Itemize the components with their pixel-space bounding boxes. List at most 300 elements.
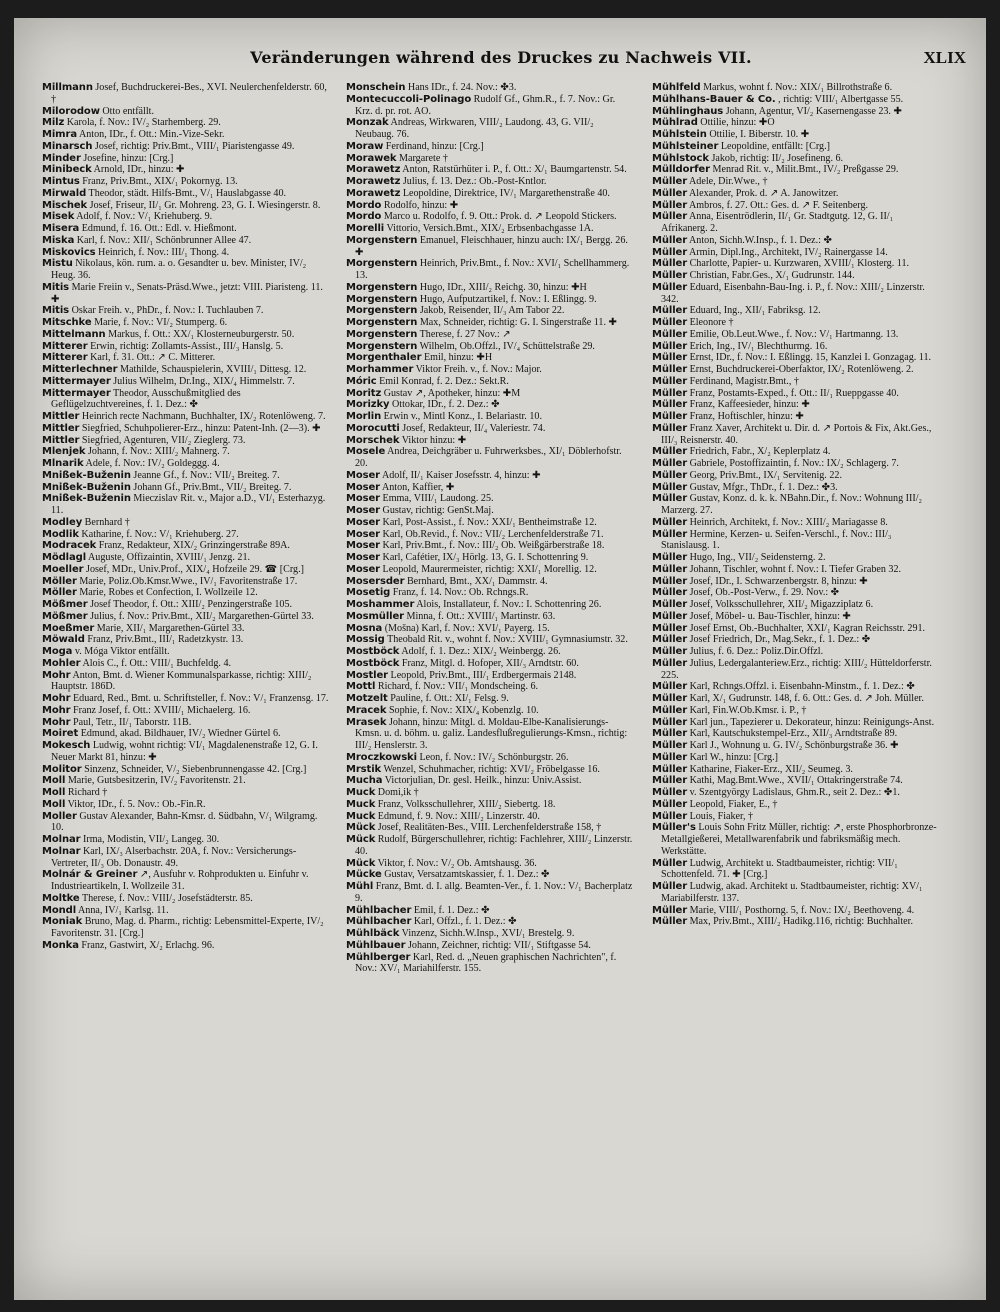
directory-entry: [652, 117, 940, 129]
entry-surname: Mosersder: [346, 575, 405, 587]
entry-details: Franz, f. 14. Nov.: Ob. Rchngs.R.: [392, 587, 529, 599]
directory-entry: [346, 352, 634, 364]
entry-details: Siegfried, Schuhpolierer-Erz., hinzu: Patent-Inh. (2—3). ✚: [81, 422, 321, 434]
entry-details: v. Szentgyörgy Ladislaus, Ghm.R., seit 2. Dez.: ✤1.: [689, 787, 900, 798]
entry-details: Edmund, f. 9. Nov.: XIII/₂ Linzerstr. 40.: [377, 810, 540, 822]
entry-details: Johann, Agentur, VI/₂ Kasernengasse 23. ✚: [725, 105, 902, 117]
entry-surname: Mosele: [346, 446, 386, 458]
entry-surname: Mordo: [346, 199, 382, 211]
directory-entry: [652, 423, 940, 447]
entry-details: Armin, Dipl.Ing., Architekt, IV/₂ Rainergasse 14.: [689, 246, 888, 258]
entry-surname: Molnár & Greiner: [42, 869, 138, 881]
directory-entry: [652, 458, 940, 470]
entry-details: Auguste, Offizaintin, XVIII/₁ Jenzg. 21.: [88, 552, 251, 563]
entry-details: Gustav ↗, Apotheker, hinzu: ✚M: [383, 387, 521, 399]
directory-entry: [42, 587, 330, 599]
entry-surname: Morgenstern: [346, 328, 418, 340]
directory-entry: [652, 529, 940, 553]
entry-surname: Mitschke: [42, 317, 92, 328]
directory-entry: [652, 764, 940, 776]
directory-entry: [42, 775, 330, 787]
entry-surname: Mordo: [346, 211, 382, 223]
entry-surname: Müller: [652, 810, 688, 822]
directory-entry: [652, 822, 940, 857]
entry-details: Josef, Ob.-Post-Verw., f. 29. Nov.: ✤: [689, 587, 840, 599]
entry-details: Richard, f. Nov.: VII/₁ Mondscheing. 6.: [377, 681, 539, 693]
entry-surname: Mottl: [346, 681, 376, 693]
directory-entry: [346, 576, 634, 588]
entry-details: Nikolaus, kön. rum. a. o. Gesandter u. bev. Minister, IV/₂ Heug. 36.: [51, 258, 307, 281]
entry-surname: Müller: [652, 305, 688, 317]
directory-entry: [346, 223, 634, 235]
entry-details: Wenzel, Schuhmacher, richtig: XVI/₂ Fröbelgasse 16.: [383, 763, 600, 775]
entry-surname: Mück: [346, 857, 376, 869]
directory-entry: [42, 599, 330, 611]
entry-details: Alois C., f. Ott.: VIII/₁ Buchfeldg. 4.: [82, 657, 232, 669]
entry-details: Mieczislav Rit. v., Major a.D., VI/₁ Esterhazyg. 11.: [51, 493, 326, 516]
entry-surname: Müller: [652, 317, 688, 328]
entry-surname: Mück: [346, 834, 376, 845]
entry-surname: Müller's: [652, 822, 696, 834]
entry-details: Katharine, Fiaker-Erz., XII/₂ Seumeg. 3.: [689, 763, 853, 775]
entry-surname: Morhammer: [346, 364, 414, 375]
entry-surname: Mimra: [42, 129, 77, 140]
entry-surname: Mracek: [346, 704, 387, 716]
entry-details: Pauline, f. Ott.: XI/₁ Felsg. 9.: [390, 693, 509, 704]
entry-surname: Morschek: [346, 434, 400, 446]
entry-details: Julius, f. 13. Dez.: Ob.-Post-Kntlor.: [402, 176, 547, 187]
directory-entry: [346, 435, 634, 447]
entry-surname: Mintus: [42, 176, 80, 187]
entry-surname: Moser: [346, 493, 380, 505]
directory-entry: [346, 258, 634, 282]
directory-entry: [346, 916, 634, 928]
directory-entry: [42, 164, 330, 176]
directory-entry: [652, 258, 940, 270]
entry-details: Ottilie, hinzu: ✚O: [700, 117, 775, 129]
entry-details: Adele, f. Nov.: IV/₂ Goldeggg. 4.: [85, 458, 220, 469]
entry-details: Ambros, f. 27. Ott.: Ges. d. ↗ F. Seitenberg.: [689, 199, 869, 211]
directory-entry: [42, 834, 330, 846]
entry-surname: Müller: [652, 399, 688, 411]
directory-entry: [42, 82, 330, 106]
entry-surname: Mischek: [42, 199, 88, 211]
entry-surname: Mittermayer: [42, 387, 111, 399]
directory-entry: [346, 799, 634, 811]
entry-details: Jakob, richtig: II/₂ Josefineng. 6.: [711, 152, 844, 164]
directory-entry: [42, 282, 330, 306]
directory-entry: [346, 634, 634, 646]
entry-surname: Moser: [346, 528, 380, 540]
directory-entry: [652, 587, 940, 599]
entry-details: Charlotte, Papier- u. Kurzwaren, XVIII/₁ Klosterg. 11.: [689, 258, 910, 270]
directory-entry: [346, 505, 634, 517]
entry-surname: Möller: [42, 587, 77, 599]
entry-surname: Müller: [652, 187, 688, 199]
entry-details: Anton, Kaffier, ✚: [381, 481, 455, 493]
entry-surname: Müller: [652, 211, 688, 223]
entry-details: Ferdinand, hinzu: [Crg.]: [385, 140, 484, 152]
entry-surname: Moeller: [42, 563, 84, 575]
entry-details: Josef, richtig: Priv.Bmt., VIII/₁ Piaristengasse 49.: [94, 140, 295, 152]
entry-surname: Müller: [652, 599, 688, 610]
directory-entry: [346, 681, 634, 693]
directory-entry: [42, 764, 330, 776]
entry-details: Karl, IX/₃ Alserbachstr. 20A, f. Nov.: Versicherungs-Vertreter, II/₃ Ob. Donaustr. 49.: [51, 845, 297, 869]
directory-entry: [652, 881, 940, 905]
entry-surname: Mühlfeld: [652, 82, 701, 93]
entry-surname: Müller: [652, 904, 688, 916]
entry-details: Heinrich, Architekt, f. Nov.: XIII/₂ Mariagasse 8.: [689, 516, 888, 528]
entry-details: Domi,ik †: [377, 787, 419, 798]
directory-entry: [346, 623, 634, 635]
entry-details: Karl, Rchngs.Offzl. i. Eisenbahn-Minstm., f. 1. Dez.: ✤: [689, 681, 915, 693]
entry-details: Adolf, f. 1. Dez.: XIX/₂ Weinbergg. 26.: [401, 646, 561, 657]
directory-entry: [346, 294, 634, 306]
entry-details: Oskar Freih. v., PhDr., f. Nov.: I. Tuchlauben 7.: [71, 305, 264, 317]
entry-surname: Müller: [652, 422, 688, 434]
entry-surname: Mühlstock: [652, 152, 709, 164]
entry-details: Johann, Zeichner, richtig: VII/₁ Stiftgasse 54.: [408, 939, 591, 951]
entry-surname: Müller: [652, 375, 688, 387]
entry-details: Otto entfällt.: [102, 105, 154, 117]
directory-entry: [652, 681, 940, 693]
entry-surname: Monka: [42, 939, 79, 951]
entry-details: Markus, f. Ott.: XX/₁ Klosterneuburgerstr. 50.: [108, 328, 295, 340]
entry-details: Anton, Ratstürhüter i. P., f. Ott.: X/₁ Baumgartenstr. 54.: [402, 164, 627, 176]
directory-entry: [652, 916, 940, 928]
entry-surname: Müller: [652, 516, 688, 528]
entry-surname: Morawetz: [346, 187, 401, 199]
entry-details: Christian, Fabr.Ges., X/₁ Gudrunstr. 144.: [689, 270, 855, 281]
directory-entry: [652, 470, 940, 482]
entry-surname: Mostböck: [346, 657, 400, 669]
directory-entry: [652, 446, 940, 458]
entry-details: Kathi, Mag.Bmt.Wwe., XVII/₁ Ottakringerstraße 74.: [689, 775, 903, 787]
entry-surname: Müller: [652, 493, 688, 505]
entry-surname: Müller: [652, 481, 688, 493]
entry-details: Josef, Volksschullehrer, XII/₂ Migazziplatz 6.: [689, 599, 874, 610]
directory-entry: [652, 693, 940, 705]
entry-surname: Moga: [42, 646, 73, 657]
entry-surname: Mistu: [42, 258, 73, 270]
entry-surname: Milz: [42, 117, 65, 129]
entry-surname: Mitis: [42, 305, 70, 317]
entry-details: Marie, VIII/₁ Posthorng. 5, f. Nov.: IX/₂ Beethoveng. 4.: [689, 904, 915, 916]
entry-surname: Müller: [652, 881, 688, 892]
entry-surname: Miskovics: [42, 246, 96, 258]
directory-entry: [652, 811, 940, 823]
entry-details: Alois, Installateur, f. Nov.: I. Schottenring 26.: [416, 599, 602, 610]
entry-surname: Müller: [652, 681, 688, 693]
entry-details: Gustav, richtig: GenSt.Maj.: [382, 505, 494, 516]
directory-column-2: [346, 82, 634, 1294]
entry-details: Franz, Kaffeesieder, hinzu: ✚: [689, 399, 810, 411]
entry-details: Marco u. Rodolfo, f. 9. Ott.: Prok. d. ↗ Leopold Stickers.: [383, 211, 617, 223]
directory-entry: [346, 564, 634, 576]
entry-surname: Morocutti: [346, 422, 400, 434]
entry-surname: Müller: [652, 716, 688, 728]
entry-details: Sinzenz, Schneider, V/₂ Siebenbrunnengasse 42. [Crg.]: [84, 763, 307, 775]
entry-details: Hermine, Kerzen- u. Seifen-Verschl., f. Nov.: III/₃ Stanislausg. 1.: [661, 528, 892, 552]
directory-entry: [346, 188, 634, 200]
entry-surname: Müller: [652, 328, 688, 340]
entry-details: Edmund, f. 16. Ott.: Edl. v. Hießmont.: [81, 223, 237, 234]
entry-details: Julius, f. Nov.: Priv.Bmt., XII/₂ Margarethen-Gürtel 33.: [90, 610, 314, 622]
entry-surname: Monzak: [346, 117, 389, 129]
directory-entry: [652, 164, 940, 176]
entry-details: Max, Priv.Bmt., XIII/₂ Hadikg.116, richtig: Buchhalter.: [689, 916, 913, 928]
entry-details: Josef Ernst, Ob.-Buchhalter, XXI/₁ Kagran Reichsstr. 291.: [689, 622, 926, 634]
entry-surname: Muck: [346, 810, 376, 822]
entry-surname: Mittler: [42, 422, 80, 434]
directory-entry: [346, 388, 634, 400]
directory-entry: [652, 493, 940, 517]
entry-surname: Mosna: [346, 622, 383, 634]
entry-details: Karola, f. Nov.: IV/₂ Starhemberg. 29.: [66, 117, 221, 129]
directory-entry: [652, 623, 940, 635]
entry-surname: Müller: [652, 728, 688, 740]
entry-surname: Morgenstern: [346, 317, 418, 328]
entry-surname: Müller: [652, 364, 688, 375]
entry-details: Franz, Volksschullehrer, XIII/₂ Siebertg. 18.: [377, 798, 556, 810]
entry-surname: Mucha: [346, 775, 383, 787]
directory-entry: [346, 552, 634, 564]
entry-surname: Molnar: [42, 845, 81, 857]
entry-surname: Mirwald: [42, 187, 87, 199]
directory-entry: [42, 893, 330, 905]
entry-surname: Müller: [652, 704, 688, 716]
entry-surname: Müller: [652, 775, 688, 787]
entry-surname: Morawetz: [346, 176, 401, 187]
page-number: XLIX: [923, 48, 966, 67]
entry-details: Gustav, Versatzamtskassier, f. 1. Dez.: ✤: [384, 869, 550, 881]
directory-entry: [652, 247, 940, 259]
entry-details: Minna, f. Ott.: XVIII/₁ Martinstr. 63.: [406, 610, 556, 622]
entry-surname: Mühlsteiner: [652, 140, 719, 152]
directory-entry: [652, 576, 940, 588]
directory-entry: [652, 905, 940, 917]
entry-details: Franz, Redakteur, XIX/₂ Grinzingerstraße 89A.: [98, 540, 290, 552]
directory-entry: [42, 799, 330, 811]
entry-surname: Misek: [42, 211, 75, 223]
entry-surname: Moeßmer: [42, 622, 95, 634]
entry-surname: Müller: [652, 646, 688, 657]
entry-surname: Mühl: [346, 881, 374, 892]
directory-entry: [346, 811, 634, 823]
directory-entry: [42, 517, 330, 529]
entry-details: Hugo, Aufputzartikel, f. Nov.: I. Eßlingg. 9.: [419, 293, 597, 305]
page-title: Veränderungen während des Druckes zu Nachweis VII.: [250, 48, 752, 67]
entry-details: Louis, Fiaker, †: [689, 810, 754, 822]
directory-entry: [652, 129, 940, 141]
entry-surname: Mlnarik: [42, 458, 84, 469]
directory-entry: [346, 752, 634, 764]
entry-details: Rodolfo, hinzu: ✚: [383, 199, 459, 211]
entry-details: Franz Josef, f. Ott.: XVIII/₁ Michaelerg. 16.: [73, 704, 251, 716]
entry-surname: Montecuccoli-Polinago: [346, 93, 472, 105]
directory-entry: [346, 717, 634, 752]
directory-entry: [346, 94, 634, 118]
entry-details: Heinrich, Priv.Bmt., f. Nov.: XVI/₁ Schellhammerg. 13.: [355, 258, 630, 281]
entry-details: Ottilie, I. Biberstr. 10. ✚: [709, 129, 810, 140]
directory-entry: [652, 141, 940, 153]
entry-details: Marie Freiin v., Senats-Präsd.Wwe., jetzt: VIII. Piaristeng. 11. ✚: [51, 281, 323, 305]
directory-entry: [42, 129, 330, 141]
entry-surname: Müller: [652, 352, 688, 364]
entry-details: Viktor, f. Nov.: V/₂ Ob. Amtshausg. 36.: [377, 857, 537, 869]
directory-entry: [652, 317, 940, 329]
entry-details: Johann, hinzu: Mitgl. d. Moldau-Elbe-Kanalisierungs-Kmsn. u. d. böhm. u. galiz. Landesflußregulierungs-Kmsn., richtig: III/₂ Henslerstr. 3.: [355, 716, 628, 751]
entry-surname: Müller: [652, 246, 688, 258]
entry-surname: Morgenstern: [346, 281, 418, 293]
entry-details: Emilie, Ob.Leut.Wwe., f. Nov.: V/₁ Hartmanng. 13.: [689, 328, 899, 340]
directory-entry: [42, 446, 330, 458]
entry-details: Friedrich, Fabr., X/₂ Keplerplatz 4.: [689, 446, 831, 458]
entry-surname: Mroczkowski: [346, 751, 417, 763]
entry-details: Franz, Hoftischler, hinzu: ✚: [689, 411, 804, 422]
directory-entry: [346, 952, 634, 976]
directory-entry: [42, 869, 330, 893]
directory-entry: [346, 82, 634, 94]
directory-entry: [346, 329, 634, 341]
entry-details: Viktor, IDr., f. 5. Nov.: Ob.-Fin.R.: [67, 798, 206, 810]
entry-surname: Mohr: [42, 716, 71, 728]
entry-details: Max, Schneider, richtig: G. I. Singerstraße 11. ✚: [419, 317, 617, 328]
scanned-page: [14, 18, 986, 1300]
directory-entry: [652, 599, 940, 611]
entry-details: Leopoldine, entfällt: [Crg.]: [720, 140, 830, 152]
entry-details: Josef, Friseur, II/₁ Gr. Mohreng. 23, G. I. Wiesingerstr. 8.: [89, 199, 321, 211]
entry-surname: Mosetig: [346, 587, 391, 599]
entry-surname: Mühlbacher: [346, 904, 412, 916]
entry-details: Adele, Dir.Wwe., †: [689, 176, 768, 187]
directory-entry: [346, 822, 634, 834]
entry-details: Georg, Priv.Bmt., IX/₁ Servitenig. 22.: [689, 469, 842, 481]
directory-entry: [42, 576, 330, 588]
entry-details: Heinrich, f. Nov.: III/₁ Thong. 4.: [98, 246, 230, 258]
entry-surname: Morgenstern: [346, 340, 418, 352]
directory-entry: [652, 717, 940, 729]
entry-details: Theobald Rit. v., wohnt f. Nov.: XVIII/₁ Gymnasiumstr. 32.: [387, 634, 628, 646]
directory-entry: [346, 423, 634, 435]
entry-details: Louis Sohn Fritz Müller, richtig: ↗, erste Phosphorbronze-Metallgießerei, Metallwarenfabrik und fabriksmäßig mech. Werkstätte.: [661, 822, 937, 857]
entry-surname: Mnißek-Buženin: [42, 493, 131, 505]
entry-details: Katharine, f. Nov.: V/₁ Kriehuberg. 27.: [81, 528, 239, 540]
entry-details: Leopold, Priv.Bmt., III/₁ Erdbergermais 2148.: [390, 669, 577, 681]
entry-surname: Müller: [652, 622, 688, 634]
entry-surname: Morawek: [346, 152, 397, 164]
entry-details: Anton, Bmt. d. Wiener Kommunalsparkasse, richtig: XIII/₂ Hauptstr. 186D.: [51, 669, 312, 693]
entry-surname: Moritz: [346, 387, 382, 399]
entry-details: Gabriele, Postoffizaintin, f. Nov.: IX/₂ Schlagerg. 7.: [689, 458, 899, 469]
directory-entry: [346, 540, 634, 552]
entry-details: Leopoldine, Direktrice, IV/₁ Margarethenstraße 40.: [402, 187, 610, 199]
entry-details: Franz, Gastwirt, X/₂ Erlachg. 96.: [81, 939, 215, 951]
entry-surname: Moll: [42, 787, 66, 798]
directory-entry: [346, 775, 634, 787]
entry-details: Marie, Poliz.Ob.Kmsr.Wwe., IV/₁ Favoritenstraße 17.: [79, 575, 298, 587]
entry-details: Margarete †: [399, 152, 448, 164]
entry-details: Emil, hinzu: ✚H: [423, 352, 493, 364]
directory-entry: [42, 188, 330, 200]
directory-entry: [42, 670, 330, 694]
directory-entry: [346, 928, 634, 940]
entry-surname: Muck: [346, 798, 376, 810]
entry-surname: Moser: [346, 481, 380, 493]
entry-details: Franz, Priv.Bmt., XIX/₁ Pokornyg. 13.: [82, 176, 238, 187]
directory-entry: [346, 658, 634, 670]
directory-entry: [346, 200, 634, 212]
entry-surname: Morelli: [346, 223, 385, 234]
entry-surname: Mühlberger: [346, 951, 411, 963]
entry-details: Andrea, Deichgräber u. Fuhrwerksbes., XI/₁ Döblerhofstr. 20.: [355, 446, 622, 469]
directory-entry: [346, 235, 634, 259]
entry-details: Irma, Modistin, VII/₂ Langeg. 30.: [82, 834, 220, 845]
directory-entry: [652, 176, 940, 188]
directory-entry: [42, 235, 330, 247]
entry-details: Sophie, f. Nov.: XIX/₄ Kobenzlg. 10.: [388, 704, 539, 716]
entry-details: Jakob, Reisender, II/₃ Am Tabor 22.: [419, 305, 565, 317]
directory-entry: [652, 200, 940, 212]
directory-entry: [346, 470, 634, 482]
directory-entry: [652, 517, 940, 529]
entry-surname: Müller: [652, 575, 688, 587]
directory-entry: [652, 94, 940, 106]
directory-entry: [42, 470, 330, 482]
entry-surname: Mühlbauer: [346, 939, 406, 951]
entry-surname: Müller: [652, 446, 688, 458]
entry-details: v. Móga Viktor entfällt.: [74, 646, 170, 657]
entry-surname: Morgenstern: [346, 293, 418, 305]
directory-entry: [652, 364, 940, 376]
entry-details: Heinrich recte Nachmann, Buchhalter, IX/₂ Rotenlöweng. 7.: [81, 411, 326, 422]
directory-entry: [42, 305, 330, 317]
entry-surname: Mrstik: [346, 763, 382, 775]
entry-details: Johann, Tischler, wohnt f. Nov.: I. Tiefer Graben 32.: [689, 563, 902, 575]
entry-details: Leon, f. Nov.: IV/₂ Schönburgstr. 26.: [419, 751, 569, 763]
entry-surname: Motzelt: [346, 693, 388, 704]
entry-surname: Milorodow: [42, 105, 100, 117]
directory-entry: [346, 399, 634, 411]
entry-details: Richard †: [67, 787, 108, 798]
directory-entry: [346, 364, 634, 376]
entry-surname: Moser: [346, 540, 380, 552]
entry-details: Karl, Post-Assist., f. Nov.: XXI/₁ Bentheimstraße 12.: [382, 516, 597, 528]
directory-entry: [42, 705, 330, 717]
entry-details: , richtig: VIII/₁ Albertgasse 55.: [778, 93, 904, 105]
entry-details: Karl, Cafétier, IX/₃ Hörlg. 13, G. I. Schottenring 9.: [382, 552, 589, 563]
entry-details: Rudolf Gf., Ghm.R., f. 7. Nov.: Gr. Krz. d. pr. rot. AO.: [355, 93, 616, 117]
entry-details: Karl, Red. d. „Neuen graphischen Nachrichten", f. Nov.: XV/₁ Mariahilferstr. 155.: [355, 951, 617, 975]
entry-details: Karl, Ob.Revid., f. Nov.: VII/₂ Lerchenfelderstraße 71.: [382, 528, 604, 540]
entry-details: Alexander, Prok. d. ↗ A. Janowitzer.: [689, 187, 839, 199]
directory-entry: [652, 482, 940, 494]
directory-entry: [652, 799, 940, 811]
entry-details: Josef, MDr., Univ.Prof., XIX/₄ Hofzeile 29. ☎ [Crg.]: [86, 563, 304, 575]
entry-details: Marie, Gutsbesitzerin, IV/₂ Favoritenstr. 21.: [67, 775, 246, 787]
directory-entry: [346, 493, 634, 505]
entry-surname: Mühlbäck: [346, 928, 400, 939]
entry-surname: Mokesch: [42, 740, 91, 751]
entry-surname: Miska: [42, 234, 75, 246]
entry-surname: Mittermayer: [42, 375, 111, 387]
entry-details: Julius, Ledergalanteriew.Erz., richtig: XIII/₂ Hütteldorferstr. 225.: [661, 657, 932, 681]
entry-details: Hugo, IDr., XIII/₂ Reichg. 30, hinzu: ✚H: [419, 281, 587, 293]
directory-entry: [346, 611, 634, 623]
entry-surname: Mößmer: [42, 610, 88, 622]
directory-entry: [42, 493, 330, 517]
